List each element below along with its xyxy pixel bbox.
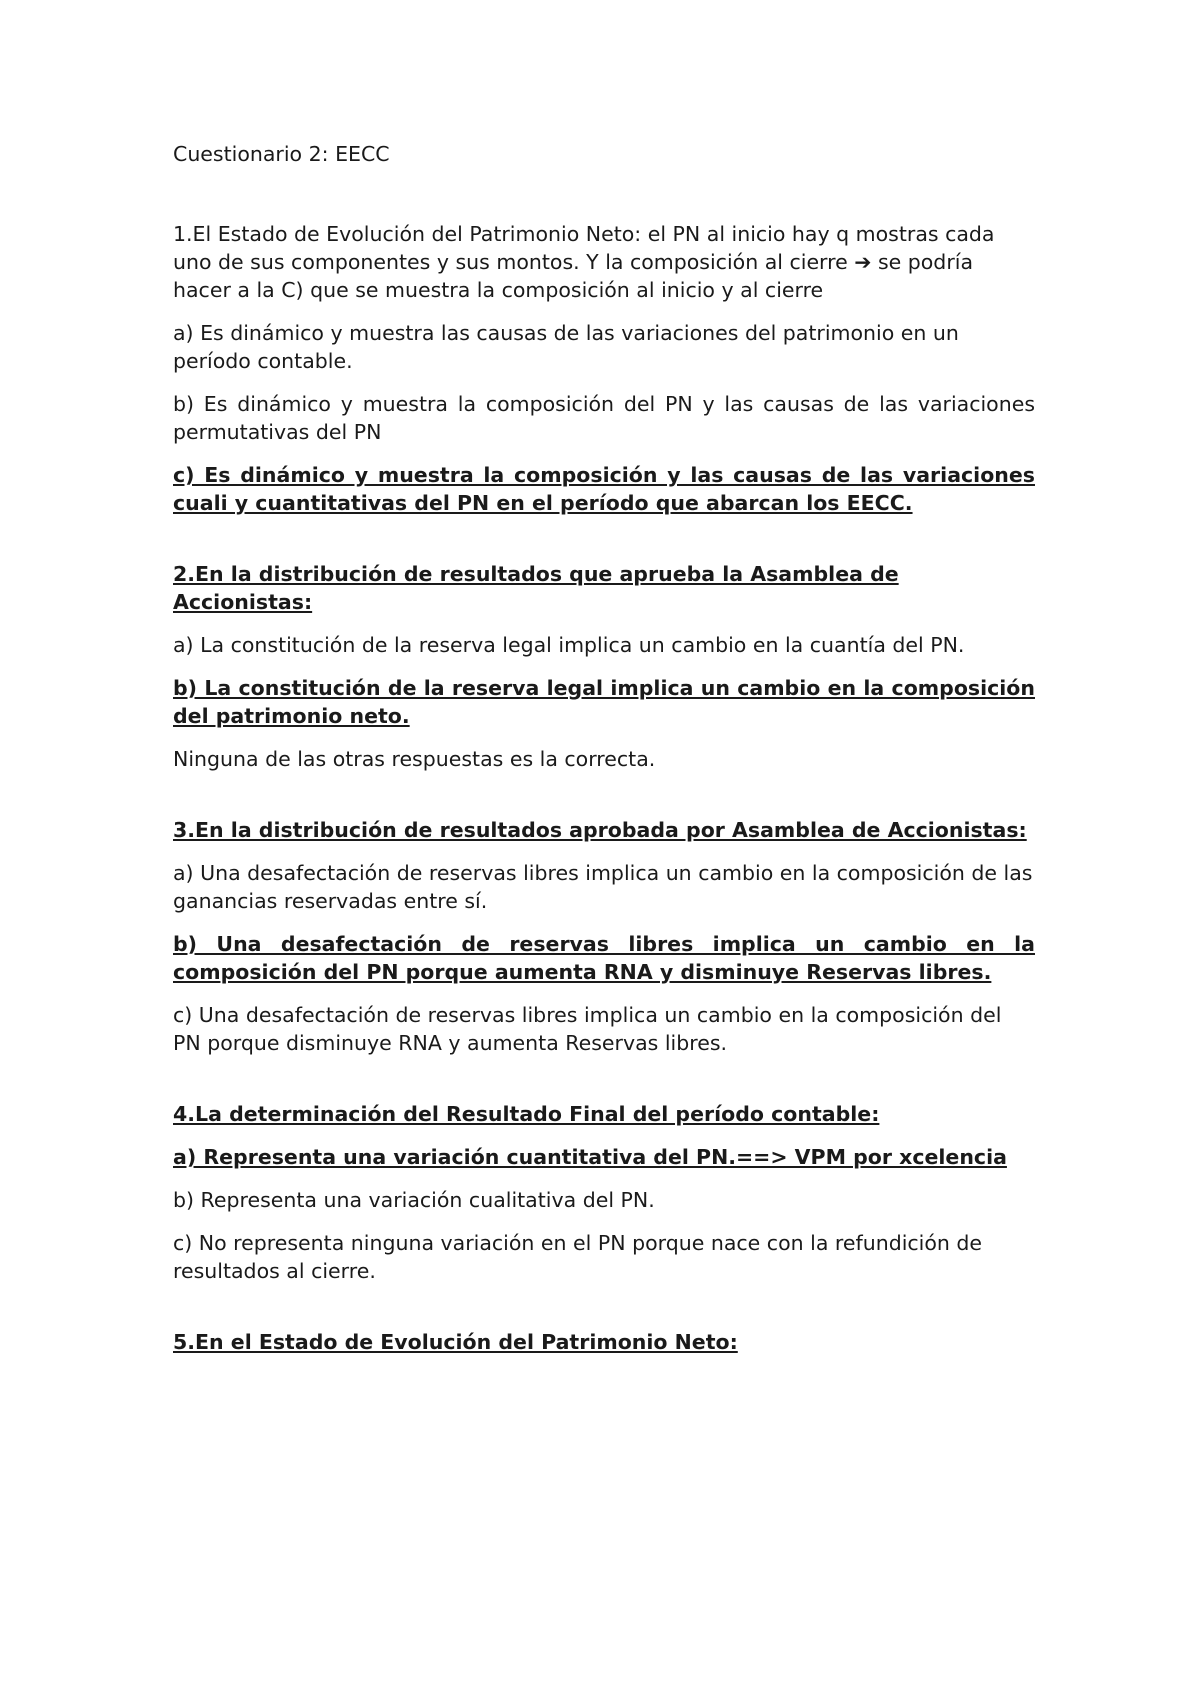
question-4-option-b: b) Representa una variación cualitativa del PN. [173,1188,655,1212]
question-4-heading: 4.La determinación del Resultado Final del período contable: [173,1102,880,1126]
question-1-prompt [173,220,1035,304]
question-2-option-b-correct: b) La constitución de la reserva legal implica un cambio en la composición del patrimonio neto. [173,676,1035,728]
question-3-heading: 3.En la distribución de resultados aprobada por Asamblea de Accionistas: [173,818,1027,842]
question-2-option-c: Ninguna de las otras respuestas es la correcta. [173,747,656,771]
document-body [173,140,1035,1371]
document-title: Cuestionario 2: EECC [173,142,390,166]
question-3-option-c: c) Una desafectación de reservas libres implica un cambio en la composición del PN porque disminuye RNA y aumenta Reservas libres. [173,1003,1002,1055]
question-3-option-b-correct: b) Una desafectación de reservas libres implica un cambio en la composición del PN porque aumenta RNA y disminuye Reservas libres. [173,932,1035,984]
question-2-heading: 2.En la distribución de resultados que aprueba la Asamblea de Accionistas: [173,562,899,614]
question-1-option-a: a) Es dinámico y muestra las causas de las variaciones del patrimonio en un período contable. [173,321,959,373]
question-1-prompt-text-1: 1.El Estado de Evolución del Patrimonio Neto: el PN al inicio hay q mostras cada uno de sus componentes y sus montos. Y la composición al cierre [173,222,995,274]
question-1-prompt-text-2: se podría hacer a la C) que se muestra la composición al inicio y al cierre [173,250,974,302]
question-5-heading: 5.En el Estado de Evolución del Patrimonio Neto: [173,1330,738,1354]
arrow-right-icon: ➔ [854,250,872,274]
question-3-option-a: a) Una desafectación de reservas libres implica un cambio en la composición de las ganancias reservadas entre sí. [173,861,1033,913]
question-1-option-c-correct: c) Es dinámico y muestra la composición y las causas de las variaciones cuali y cuantitativas del PN en el período que abarcan los EECC. [173,463,1035,515]
question-1-option-b: b) Es dinámico y muestra la composición del PN y las causas de las variaciones permutativas del PN [173,392,1035,444]
question-4-option-a-correct: a) Representa una variación cuantitativa del PN.==> VPM por xcelencia [173,1145,1007,1169]
question-4-option-c: c) No representa ninguna variación en el PN porque nace con la refundición de resultados al cierre. [173,1231,983,1283]
question-2-option-a: a) La constitución de la reserva legal implica un cambio en la cuantía del PN. [173,633,965,657]
